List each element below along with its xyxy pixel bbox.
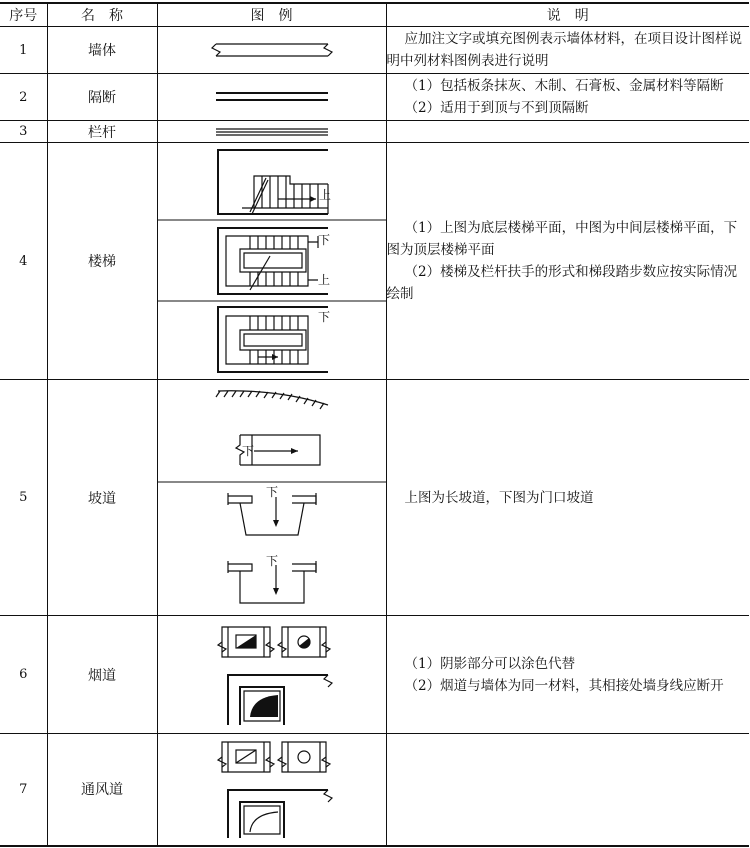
entrance-ramp bbox=[228, 485, 316, 603]
stairs-middle-floor bbox=[218, 228, 330, 294]
wall-symbol bbox=[157, 27, 386, 74]
table-row bbox=[0, 616, 749, 734]
down-label: 下 bbox=[317, 232, 330, 247]
partition-symbol bbox=[157, 74, 386, 121]
row-desc bbox=[386, 616, 749, 734]
down-label: 下 bbox=[265, 484, 278, 499]
row-num: 4 bbox=[0, 143, 47, 380]
row-desc bbox=[386, 27, 749, 74]
row-num: 5 bbox=[0, 380, 47, 616]
row-name: 墙体 bbox=[47, 27, 157, 74]
stairs-top-floor bbox=[218, 307, 330, 372]
row-desc bbox=[386, 74, 749, 121]
desc-line: （1）包括板条抹灰、木制、石膏板、金属材料等隔断 bbox=[404, 78, 724, 94]
stairs-symbol bbox=[157, 143, 386, 380]
header-desc: 说 明 bbox=[386, 3, 749, 27]
up-label: 上 bbox=[318, 187, 331, 202]
row-num: 7 bbox=[0, 734, 47, 846]
down-label: 下 bbox=[317, 309, 330, 324]
desc-line: （2）烟道与墙体为同一材料，其相接处墙身线应断开 bbox=[404, 677, 724, 694]
ramp-symbol bbox=[157, 380, 386, 616]
row-desc bbox=[386, 734, 749, 846]
long-ramp bbox=[216, 390, 328, 464]
row-num: 3 bbox=[0, 121, 47, 143]
header-fig: 图 例 bbox=[157, 3, 386, 27]
legend-table bbox=[0, 2, 749, 847]
table-row bbox=[0, 121, 749, 143]
stairs-ground-floor bbox=[218, 150, 331, 214]
desc-line: （1）阴影部分可以涂色代替 bbox=[404, 655, 576, 672]
table-row bbox=[0, 27, 749, 74]
row-desc bbox=[386, 121, 749, 143]
row-num: 6 bbox=[0, 616, 47, 734]
header-row bbox=[0, 3, 749, 27]
header-name: 名 称 bbox=[47, 3, 157, 27]
header-num: 序号 bbox=[0, 3, 47, 27]
desc-line: （2）楼梯及栏杆扶手的形式和梯段踏步数应按实际情况绘制 bbox=[386, 264, 738, 302]
table-row bbox=[0, 734, 749, 846]
row-name: 楼梯 bbox=[47, 143, 157, 380]
desc-line: （1）上图为底层楼梯平面，中图为中间层楼梯平面，下图为顶层楼梯平面 bbox=[386, 220, 738, 258]
row-num: 2 bbox=[0, 74, 47, 121]
row-desc bbox=[386, 380, 749, 616]
down-label: 下 bbox=[265, 553, 278, 568]
table-row bbox=[0, 74, 749, 121]
table-row bbox=[0, 380, 749, 616]
ventilation-duct-symbol bbox=[157, 734, 386, 846]
row-name: 通风道 bbox=[47, 734, 157, 846]
table-row bbox=[0, 143, 749, 380]
desc-line: 应加注文字或填充图例表示墙体材料，在项目设计图样说明中列材料图例表进行说明 bbox=[386, 31, 742, 69]
row-name: 栏杆 bbox=[47, 121, 157, 143]
flue-symbol bbox=[157, 616, 386, 734]
desc-line: （2）适用于到顶与不到顶隔断 bbox=[404, 100, 589, 116]
down-label: 下 bbox=[241, 443, 254, 458]
up-label: 上 bbox=[317, 272, 330, 287]
row-name: 隔断 bbox=[47, 74, 157, 121]
row-name: 坡道 bbox=[47, 380, 157, 616]
desc-line: 上图为长坡道，下图为门口坡道 bbox=[404, 489, 594, 506]
railing-symbol bbox=[157, 121, 386, 143]
row-desc bbox=[386, 143, 749, 380]
row-num: 1 bbox=[0, 27, 47, 74]
row-name: 烟道 bbox=[47, 616, 157, 734]
